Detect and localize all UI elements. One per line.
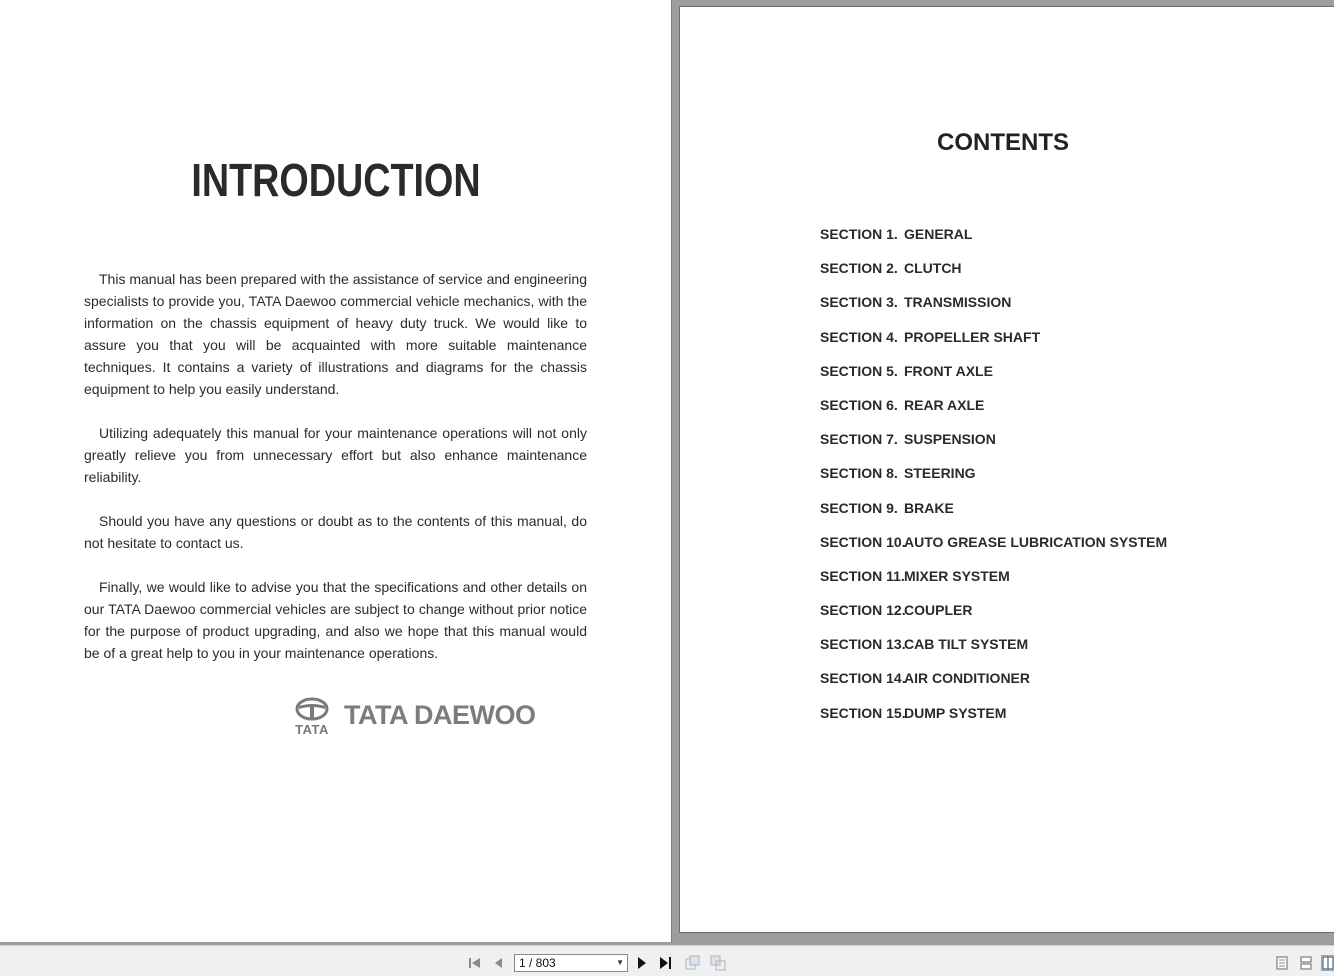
intro-paragraph: Utilizing adequately this manual for your maintenance operations will not only greatly relieve you from unnecessary effort but also enhance maintenance reliability. <box>84 425 587 485</box>
table-of-contents <box>820 219 1167 732</box>
toc-section-number: SECTION 10. <box>820 533 906 550</box>
toc-item <box>820 458 1167 492</box>
toc-section-name: COUPLER <box>904 602 973 619</box>
facing-view-icon[interactable] <box>1322 956 1334 970</box>
toc-item <box>820 390 1167 424</box>
toc-item <box>820 356 1167 390</box>
toc-item <box>820 424 1167 458</box>
page-introduction <box>0 0 672 942</box>
navigation-toolbar <box>0 945 1334 976</box>
toc-section-name: TRANSMISSION <box>904 294 1012 311</box>
toc-item <box>820 527 1167 561</box>
toc-section-number: SECTION 9. <box>820 499 898 516</box>
toc-section-number: SECTION 8. <box>820 465 898 482</box>
toc-item <box>820 698 1167 732</box>
toc-section-name: GENERAL <box>904 226 973 242</box>
toc-section-number: SECTION 15. <box>820 704 906 721</box>
toc-section-number: SECTION 3. <box>820 294 898 311</box>
intro-paragraph: Should you have any questions or doubt as to the contents of this manual, do not hesitate to contact us. <box>84 513 587 551</box>
toc-section-name: PROPELLER SHAFT <box>904 328 1041 345</box>
continuous-view-icon[interactable] <box>1300 956 1312 970</box>
toc-section-name: AIR CONDITIONER <box>904 670 1030 687</box>
toc-item <box>820 253 1167 287</box>
toc-section-name: SUSPENSION <box>904 431 996 448</box>
toc-section-number: SECTION 1. <box>820 226 898 242</box>
toc-item <box>820 629 1167 663</box>
toc-section-name: BRAKE <box>904 499 954 516</box>
toc-section-number: SECTION 2. <box>820 260 898 277</box>
toc-section-name: CAB TILT SYSTEM <box>904 636 1029 653</box>
intro-paragraph: This manual has been prepared with the assistance of service and engineering specialists to provide you, TATA Daewoo commercial vehicle mechanics, with the information on the chassis equipment of heavy duty truck. We would like to assure you that you will be acquainted with more suitable maintenance techniques. It contains a variety of illustrations and diagrams for the chassis equipment to help you easily understand. <box>84 271 587 397</box>
tata-logo-text: TATA <box>295 722 329 737</box>
page-number-input[interactable] <box>514 954 628 972</box>
first-page-icon[interactable] <box>466 955 482 971</box>
previous-page-icon[interactable] <box>490 955 506 971</box>
page-dropdown-icon[interactable]: ▼ <box>616 958 624 967</box>
introduction-body <box>84 268 587 686</box>
toc-section-name: CLUTCH <box>904 260 962 277</box>
next-view-icon[interactable] <box>710 955 726 971</box>
toc-section-name: REAR AXLE <box>904 396 985 413</box>
page-indicator: 1 / 803 <box>519 956 556 970</box>
toc-section-number: SECTION 14. <box>820 670 906 687</box>
next-page-icon[interactable] <box>634 955 650 971</box>
tata-daewoo-wordmark: TATA DAEWOO <box>344 700 536 730</box>
toc-item <box>820 493 1167 527</box>
introduction-title: INTRODUCTION <box>191 154 481 206</box>
toc-item <box>820 322 1167 356</box>
toc-section-number: SECTION 11. <box>820 567 905 584</box>
toc-section-number: SECTION 7. <box>820 431 898 448</box>
tata-daewoo-logo <box>290 697 580 739</box>
toc-section-name: MIXER SYSTEM <box>904 567 1010 584</box>
toc-item <box>820 561 1167 595</box>
toc-item <box>820 663 1167 697</box>
previous-view-icon[interactable] <box>684 955 700 971</box>
toc-section-name: DUMP SYSTEM <box>904 704 1007 721</box>
toc-section-name: STEERING <box>904 465 976 482</box>
toc-item <box>820 595 1167 629</box>
toc-section-number: SECTION 5. <box>820 362 898 379</box>
last-page-icon[interactable] <box>658 955 674 971</box>
toc-section-name: AUTO GREASE LUBRICATION SYSTEM <box>904 533 1168 550</box>
toc-item <box>820 287 1167 321</box>
toc-section-number: SECTION 6. <box>820 396 898 413</box>
single-page-view-icon[interactable] <box>1276 956 1288 970</box>
intro-paragraph: Finally, we would like to advise you that the specifications and other details on our TATA Daewoo commercial vehicles are subject to change without prior notice for the purpose of product upgrading, and also we hope that this manual would be of a great help to you in your maintenance operations. <box>84 579 587 661</box>
toc-section-number: SECTION 12. <box>820 602 906 619</box>
toc-item <box>820 219 1167 253</box>
toc-section-number: SECTION 13. <box>820 636 906 653</box>
toc-section-number: SECTION 4. <box>820 328 898 345</box>
page-contents <box>679 6 1334 933</box>
contents-title: CONTENTS <box>937 129 1069 156</box>
toc-section-name: FRONT AXLE <box>904 362 993 379</box>
